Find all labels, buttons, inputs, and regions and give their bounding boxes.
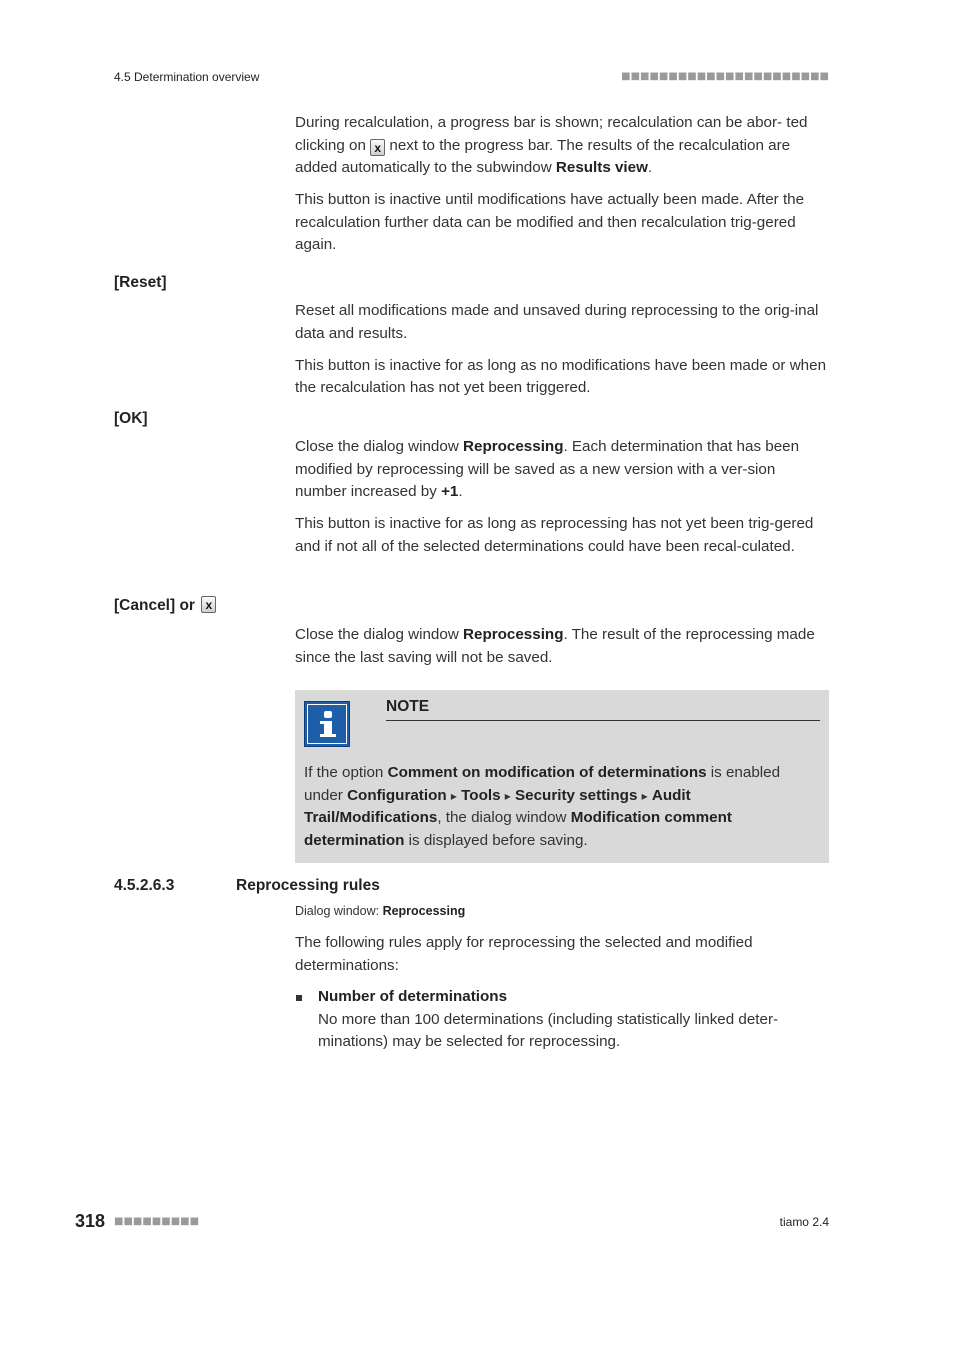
note-text-2: is enabled under xyxy=(304,764,781,804)
intro-text-a: During recalculation, a progress bar is shown; recalculation can be abor- xyxy=(295,114,783,131)
close-x-icon: x xyxy=(370,139,385,156)
menu-arrow-icon: ▸ xyxy=(641,788,648,803)
note-text xyxy=(304,762,819,852)
note-menu-configuration: Configuration xyxy=(347,786,447,804)
dialog-prefix: Dialog window: xyxy=(295,904,380,918)
info-icon xyxy=(304,701,350,747)
note-menu-tools: Tools xyxy=(461,786,501,804)
cancel-paragraph-1 xyxy=(295,624,830,669)
note-menu-audit-trail: Audit Trail/Modifications xyxy=(304,786,691,827)
reset-paragraph-2: This button is inactive for as long as no modifications have been made or when the recalculation has not yet been triggered. xyxy=(295,356,827,397)
ok-paragraph-1 xyxy=(295,436,830,504)
reset-term: [Reset] xyxy=(114,274,167,291)
intro-text-b: ted clicking on xyxy=(295,114,808,154)
ok-paragraph-2: This button is inactive for as long as reprocessing has not yet been trig-gered and if not all of the selected determinations could have been recal-culated. xyxy=(295,515,814,555)
section-title: Reprocessing rules xyxy=(236,877,380,894)
results-view-label: Results view xyxy=(555,159,648,177)
close-x-icon: x xyxy=(201,596,216,613)
cancel-text-b: . The result of the reprocessing made since the last saving will not be saved. xyxy=(295,626,815,666)
ok-term: [OK] xyxy=(114,410,148,427)
bullet-title: Number of determinations xyxy=(318,988,508,1005)
menu-arrow-icon: ▸ xyxy=(504,788,511,803)
page-number: 318 xyxy=(75,1211,106,1231)
note-text-4: is displayed before saving. xyxy=(408,831,588,849)
running-header-section: 4.5 Determination overview xyxy=(114,70,260,84)
note-menu-security-settings: Security settings xyxy=(515,786,638,804)
note-title: NOTE xyxy=(386,698,430,715)
intro-text-end: . xyxy=(647,159,653,177)
reset-paragraph-1: Reset all modifications made and unsaved during reprocessing to the orig-inal data and results. xyxy=(295,302,819,342)
section-number: 4.5.2.6.3 xyxy=(114,877,175,894)
menu-arrow-icon: ▸ xyxy=(450,788,457,803)
cancel-text-a: Close the dialog window xyxy=(295,626,459,643)
ok-text-b: . Each determination that has been modified by reprocessing will be saved as a new version with a ver-sion number increased by xyxy=(295,438,800,501)
bullet-description: No more than 100 determinations (including statistically linked deter-minations) may be selected for reprocessing. xyxy=(318,1010,779,1051)
note-text-1: If the option xyxy=(304,764,384,781)
dialog-window-label xyxy=(295,904,465,918)
note-text-3: , the dialog window xyxy=(437,809,567,827)
note-box xyxy=(295,690,829,863)
cancel-term xyxy=(114,596,216,615)
intro-paragraph-2: This button is inactive until modifications have actually been made. After the recalculation further data can be modified and then recalculation trig-gered again. xyxy=(295,191,805,254)
bullet-square-icon xyxy=(296,995,302,1001)
cancel-term-label: [Cancel] or xyxy=(114,597,195,614)
intro-paragraph-1 xyxy=(295,112,830,180)
bullet-item xyxy=(318,986,830,1054)
running-header-decoration: ■■■■■■■■■■■■■■■■■■■■■■ xyxy=(621,71,829,82)
ok-reprocessing-label: Reprocessing xyxy=(463,438,564,455)
product-name: tiamo 2.4 xyxy=(779,1215,829,1229)
ok-plus-one: +1 xyxy=(441,483,459,501)
footer-decoration: ■■■■■■■■■ xyxy=(114,1216,200,1227)
cancel-block xyxy=(295,624,830,679)
note-option-name: Comment on modification of determinations xyxy=(387,764,707,781)
dialog-name: Reprocessing xyxy=(382,904,466,918)
intro-block xyxy=(295,112,830,267)
note-dialog-name: Modification comment determination xyxy=(304,809,732,849)
intro-text-c: next to the progress bar. The results of the recalculation are added automatically to the subwindow xyxy=(295,136,791,177)
note-divider xyxy=(386,720,820,721)
ok-text-end: . xyxy=(458,483,463,501)
cancel-reprocessing-label: Reprocessing xyxy=(463,626,564,643)
section-paragraph: The following rules apply for reprocessing the selected and modified determinations: xyxy=(295,934,753,974)
ok-block xyxy=(295,436,830,568)
ok-text-a: Close the dialog window xyxy=(295,438,459,455)
reset-block xyxy=(295,300,830,409)
